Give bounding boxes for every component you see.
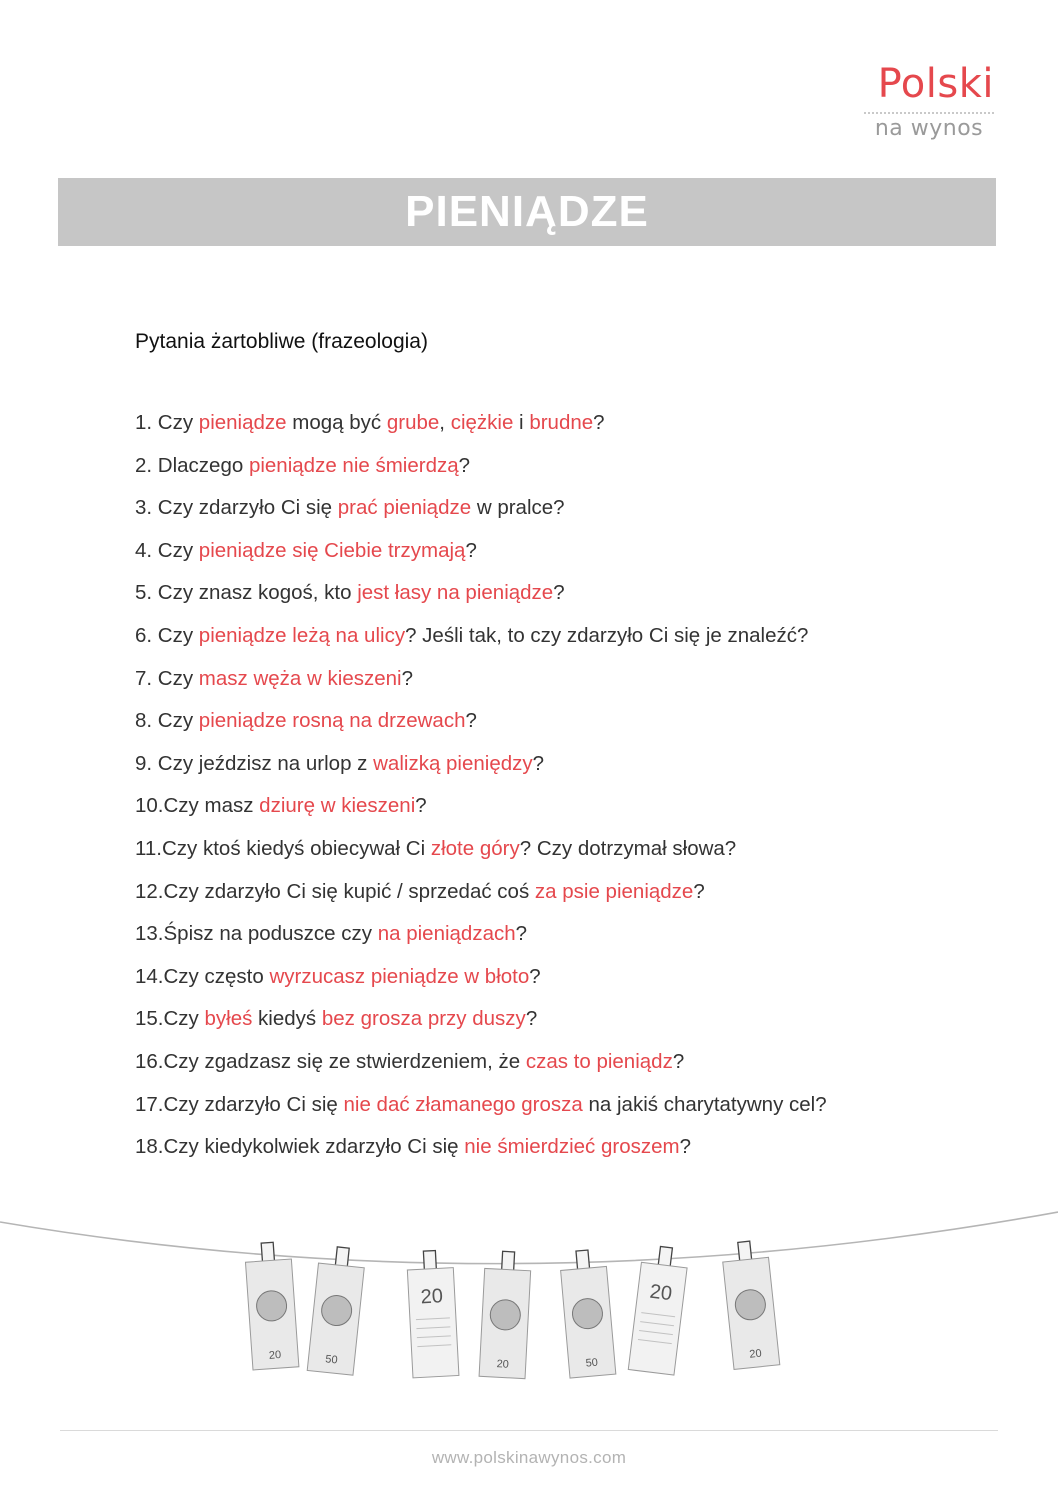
question-text: ? Jeśli tak, to czy zdarzyło Ci się je znaleźć?: [405, 623, 809, 647]
question-text: ?: [529, 964, 541, 988]
phrase-highlight: pieniądze: [198, 411, 287, 434]
question-text: 16.Czy zgadzasz się ze stwierdzeniem, że: [135, 1049, 526, 1073]
question-item: [135, 956, 827, 999]
banknote: [307, 1245, 366, 1375]
question-item: [135, 828, 827, 871]
question-text: 9. Czy jeździsz na urlop z: [135, 751, 374, 775]
phrase-highlight: byłeś: [204, 1007, 253, 1031]
banknote: [721, 1239, 780, 1369]
banknote: [406, 1250, 459, 1378]
question-text: ?: [593, 411, 605, 434]
banknote-value: 20: [748, 1347, 763, 1361]
phrase-highlight: pieniądze leżą na ulicy: [198, 623, 406, 647]
question-text: 13.Śpisz na poduszce czy: [135, 922, 378, 946]
phrase-highlight: na pieniądzach: [377, 922, 516, 946]
question-item: [135, 871, 827, 914]
question-item: [135, 572, 827, 615]
question-item: [135, 785, 827, 828]
phrase-highlight: grube: [386, 411, 440, 434]
question-text: 2. Dlaczego: [135, 453, 249, 477]
question-text: ?: [401, 666, 413, 690]
banknote: [479, 1250, 532, 1378]
question-text: ?: [553, 581, 565, 605]
question-text: ?: [465, 709, 477, 733]
question-item: [135, 998, 827, 1041]
phrase-highlight: jest łasy na pieniądze: [357, 581, 554, 605]
question-text: 15.Czy: [135, 1007, 205, 1031]
footer-divider: [60, 1430, 998, 1431]
question-item: [135, 913, 827, 956]
banknote-value: 20: [420, 1285, 444, 1309]
question-item: [135, 1084, 827, 1127]
question-text: 6. Czy: [135, 623, 199, 647]
question-text: i: [513, 411, 530, 434]
banknote-value: 20: [268, 1348, 282, 1362]
page-title: PIENIĄDZE: [405, 187, 649, 236]
banknote-paper: [407, 1268, 459, 1378]
banknote-value: 50: [585, 1356, 599, 1370]
banknote-value: 20: [496, 1358, 510, 1371]
question-text: na jakiś charytatywny cel?: [582, 1092, 827, 1116]
question-text: 10.Czy masz: [135, 794, 260, 818]
question-text: w pralce?: [471, 496, 565, 520]
question-text: 12.Czy zdarzyło Ci się kupić / sprzedać coś: [135, 879, 535, 903]
question-list: [135, 402, 827, 1169]
question-text: ?: [465, 538, 477, 562]
phrase-highlight: wyrzucasz pieniądze w błoto: [269, 964, 530, 988]
question-text: ?: [532, 751, 545, 775]
logo-divider: [864, 112, 994, 114]
clothesline: [0, 1212, 1058, 1264]
question-text: ? Czy dotrzymał słowa?: [519, 836, 737, 860]
question-text: 5. Czy znasz kogoś, kto: [135, 581, 358, 605]
phrase-highlight: masz węża w kieszeni: [198, 666, 402, 690]
phrase-highlight: za psie pieniądze: [534, 879, 694, 903]
question-text: ?: [525, 1007, 538, 1031]
phrase-highlight: czas to pieniądz: [525, 1049, 673, 1073]
banknote: [559, 1249, 616, 1379]
question-item: [135, 1041, 827, 1084]
question-text: ?: [458, 453, 471, 477]
phrase-highlight: walizką pieniędzy: [373, 751, 533, 775]
banknote: [628, 1244, 689, 1375]
phrase-highlight: złote góry: [430, 836, 520, 860]
question-item: [135, 530, 827, 573]
title-bar: [58, 178, 996, 246]
question-text: 1. Czy: [135, 411, 199, 434]
banknotes-clothesline-illustration: [0, 1200, 1058, 1410]
phrase-highlight: pieniądze rosną na drzewach: [198, 709, 466, 733]
footer-website: www.polskinawynos.com: [431, 1448, 627, 1467]
question-text: ?: [693, 879, 705, 903]
question-text: 14.Czy często: [135, 964, 270, 988]
question-text: kiedyś: [252, 1007, 322, 1031]
question-text: 17.Czy zdarzyło Ci się: [135, 1092, 344, 1116]
question-item: [135, 743, 827, 786]
brand-logo: [864, 60, 994, 141]
phrase-highlight: pieniądze nie śmierdzą: [248, 453, 459, 477]
section-subtitle: Pytania żartobliwe (frazeologia): [135, 330, 428, 353]
question-text: 7. Czy: [135, 666, 199, 690]
logo-main-text: Polski: [877, 61, 994, 107]
question-text: 18.Czy kiedykolwiek zdarzyło Ci się: [135, 1135, 465, 1159]
logo-sub-text: na wynos: [874, 116, 984, 141]
question-text: mogą być: [286, 411, 387, 434]
question-text: 4. Czy: [135, 538, 199, 562]
phrase-highlight: prać pieniądze: [337, 496, 472, 520]
phrase-highlight: dziurę w kieszeni: [259, 794, 416, 818]
phrase-highlight: bez grosza przy duszy: [321, 1007, 526, 1031]
question-text: 11.Czy ktoś kiedyś obiecywał Ci: [135, 836, 431, 860]
question-text: ?: [679, 1135, 691, 1159]
question-text: ?: [672, 1049, 685, 1073]
question-text: ?: [515, 922, 528, 946]
phrase-highlight: ciężkie: [450, 411, 514, 434]
question-text: 8. Czy: [135, 709, 199, 733]
banknote-value: 20: [648, 1280, 674, 1306]
banknote-value: 50: [324, 1353, 339, 1367]
phrase-highlight: nie śmierdzieć groszem: [464, 1135, 680, 1159]
question-item: [135, 487, 827, 530]
question-text: ?: [415, 794, 427, 818]
question-item: [135, 1126, 827, 1169]
phrase-highlight: pieniądze się Ciebie trzymają: [198, 538, 466, 562]
banknotes-group: [244, 1239, 780, 1378]
question-item: [135, 445, 827, 488]
question-item: [135, 658, 827, 701]
question-item: [135, 615, 827, 658]
phrase-highlight: nie dać złamanego grosza: [343, 1092, 583, 1116]
question-item: [135, 402, 827, 445]
banknote-paper: [628, 1262, 687, 1375]
question-text: 3. Czy zdarzyło Ci się: [135, 496, 338, 520]
phrase-highlight: brudne: [529, 411, 594, 434]
banknote: [244, 1241, 299, 1370]
question-text: ,: [439, 411, 451, 434]
question-item: [135, 700, 827, 743]
